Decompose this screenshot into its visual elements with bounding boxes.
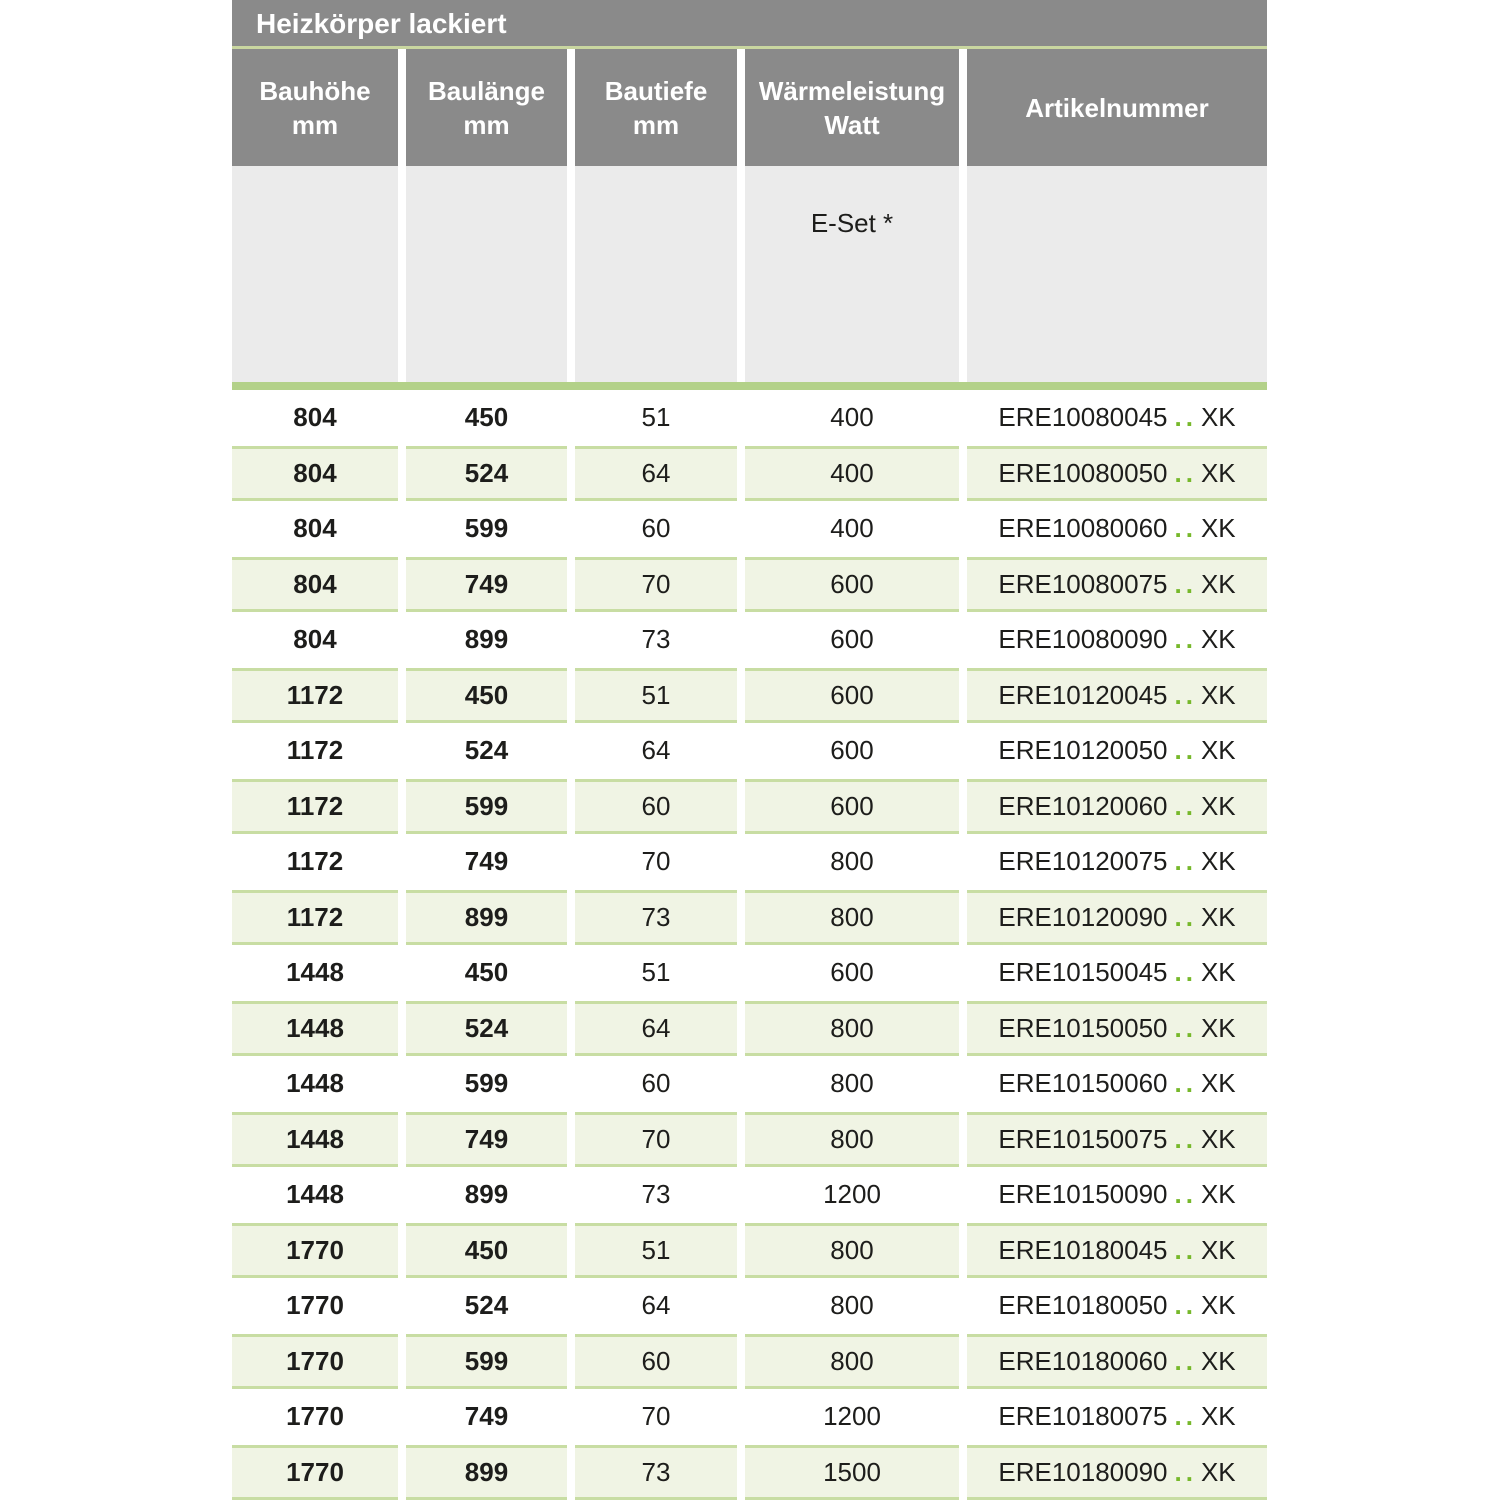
artikelnummer-value: ERE10120045 bbox=[998, 679, 1168, 710]
cell-bautiefe: 73 bbox=[575, 1167, 737, 1223]
artikelnummer-suffix: XK bbox=[1200, 1012, 1236, 1043]
table-row bbox=[232, 1056, 1267, 1112]
artikelnummer-suffix: XK bbox=[1200, 402, 1236, 433]
cell-waermeleistung: 800 bbox=[745, 1278, 959, 1334]
cell-waermeleistung: 1200 bbox=[745, 1389, 959, 1445]
cell-artikelnummer bbox=[967, 834, 1267, 890]
cell-waermeleistung: 600 bbox=[745, 557, 959, 613]
column-header-artikelnummer bbox=[967, 49, 1267, 166]
column-label: Bautiefe bbox=[604, 75, 708, 106]
cell-artikelnummer bbox=[967, 1223, 1267, 1279]
color-code-placeholder-dots: .. bbox=[1174, 1290, 1197, 1321]
table-body bbox=[232, 390, 1267, 1500]
cell-bautiefe: 70 bbox=[575, 834, 737, 890]
cell-artikelnummer bbox=[967, 1334, 1267, 1390]
cell-artikelnummer bbox=[967, 390, 1267, 446]
column-unit: mm bbox=[632, 109, 680, 140]
cell-waermeleistung: 400 bbox=[745, 390, 959, 446]
artikelnummer-suffix: XK bbox=[1200, 1068, 1236, 1099]
cell-bautiefe: 64 bbox=[575, 723, 737, 779]
artikelnummer-value: ERE10080045 bbox=[998, 402, 1168, 433]
cell-artikelnummer bbox=[967, 779, 1267, 835]
column-unit: mm bbox=[291, 109, 339, 140]
column-label: Baulänge bbox=[427, 75, 546, 106]
cell-artikelnummer bbox=[967, 890, 1267, 946]
table-row bbox=[232, 446, 1267, 502]
artikelnummer-suffix: XK bbox=[1200, 513, 1236, 544]
cell-baulaenge: 599 bbox=[406, 1056, 567, 1112]
cell-bautiefe: 73 bbox=[575, 1445, 737, 1500]
column-header-bauhoehe bbox=[232, 49, 398, 166]
artikelnummer-value: ERE10180050 bbox=[998, 1290, 1168, 1321]
artikelnummer-suffix: XK bbox=[1200, 624, 1236, 655]
artikelnummer-value: ERE10080075 bbox=[998, 568, 1168, 599]
cell-baulaenge: 899 bbox=[406, 1445, 567, 1500]
cell-bauhoehe: 1172 bbox=[232, 890, 398, 946]
table-row bbox=[232, 1278, 1267, 1334]
column-label: Bauhöhe bbox=[259, 75, 371, 106]
cell-artikelnummer bbox=[967, 501, 1267, 557]
table-row bbox=[232, 723, 1267, 779]
cell-artikelnummer bbox=[967, 1056, 1267, 1112]
cell-bautiefe: 51 bbox=[575, 945, 737, 1001]
color-code-placeholder-dots: .. bbox=[1174, 513, 1197, 544]
cell-bauhoehe: 1770 bbox=[232, 1278, 398, 1334]
color-code-placeholder-dots: .. bbox=[1174, 846, 1197, 877]
cell-waermeleistung: 800 bbox=[745, 1001, 959, 1057]
cell-waermeleistung: 600 bbox=[745, 612, 959, 668]
cell-bautiefe: 64 bbox=[575, 446, 737, 502]
cell-baulaenge: 749 bbox=[406, 834, 567, 890]
artikelnummer-value: ERE10120075 bbox=[998, 846, 1168, 877]
cell-baulaenge: 524 bbox=[406, 1278, 567, 1334]
artikelnummer-suffix: XK bbox=[1200, 1234, 1236, 1265]
cell-bauhoehe: 1770 bbox=[232, 1334, 398, 1390]
artikelnummer-value: ERE10120050 bbox=[998, 735, 1168, 766]
cell-baulaenge: 524 bbox=[406, 723, 567, 779]
cell-artikelnummer bbox=[967, 723, 1267, 779]
artikelnummer-value: ERE10120090 bbox=[998, 901, 1168, 932]
column-label: Artikelnummer bbox=[1025, 92, 1209, 123]
table-title: Heizkörper lackiert bbox=[256, 8, 507, 39]
cell-baulaenge: 599 bbox=[406, 779, 567, 835]
color-code-placeholder-dots: .. bbox=[1174, 624, 1197, 655]
artikelnummer-value: ERE10150075 bbox=[998, 1123, 1168, 1154]
cell-bautiefe: 51 bbox=[575, 668, 737, 724]
column-label: Wärmeleistung bbox=[758, 75, 946, 106]
cell-bauhoehe: 804 bbox=[232, 501, 398, 557]
cell-baulaenge: 450 bbox=[406, 945, 567, 1001]
cell-bautiefe: 60 bbox=[575, 501, 737, 557]
artikelnummer-suffix: XK bbox=[1200, 1123, 1236, 1154]
cell-waermeleistung: 1500 bbox=[745, 1445, 959, 1500]
cell-baulaenge: 450 bbox=[406, 668, 567, 724]
cell-waermeleistung: 600 bbox=[745, 668, 959, 724]
cell-bautiefe: 70 bbox=[575, 557, 737, 613]
section-divider-bar bbox=[232, 382, 1267, 390]
cell-bautiefe: 73 bbox=[575, 612, 737, 668]
subheader-cell-bautiefe bbox=[575, 166, 737, 382]
cell-bautiefe: 64 bbox=[575, 1278, 737, 1334]
artikelnummer-value: ERE10150050 bbox=[998, 1012, 1168, 1043]
artikelnummer-suffix: XK bbox=[1200, 457, 1236, 488]
color-code-placeholder-dots: .. bbox=[1174, 1234, 1197, 1265]
artikelnummer-value: ERE10180045 bbox=[998, 1234, 1168, 1265]
artikelnummer-value: ERE10180060 bbox=[998, 1345, 1168, 1376]
cell-bauhoehe: 1448 bbox=[232, 1056, 398, 1112]
cell-bauhoehe: 1448 bbox=[232, 1112, 398, 1168]
artikelnummer-value: ERE10150060 bbox=[998, 1068, 1168, 1099]
color-code-placeholder-dots: .. bbox=[1174, 901, 1197, 932]
cell-waermeleistung: 1200 bbox=[745, 1167, 959, 1223]
cell-bauhoehe: 1448 bbox=[232, 1167, 398, 1223]
artikelnummer-suffix: XK bbox=[1200, 1179, 1236, 1210]
cell-waermeleistung: 400 bbox=[745, 501, 959, 557]
cell-bauhoehe: 804 bbox=[232, 612, 398, 668]
color-code-placeholder-dots: .. bbox=[1174, 1401, 1197, 1432]
cell-artikelnummer bbox=[967, 1278, 1267, 1334]
cell-waermeleistung: 400 bbox=[745, 446, 959, 502]
cell-bautiefe: 60 bbox=[575, 1056, 737, 1112]
table-title-bar bbox=[232, 0, 1267, 46]
table-row bbox=[232, 779, 1267, 835]
cell-baulaenge: 450 bbox=[406, 390, 567, 446]
color-code-placeholder-dots: .. bbox=[1174, 1456, 1197, 1487]
subheader-cell-bauhoehe bbox=[232, 166, 398, 382]
cell-baulaenge: 749 bbox=[406, 1389, 567, 1445]
table-row bbox=[232, 1334, 1267, 1390]
cell-bautiefe: 51 bbox=[575, 1223, 737, 1279]
cell-bauhoehe: 1172 bbox=[232, 668, 398, 724]
column-header-bautiefe bbox=[575, 49, 737, 166]
artikelnummer-value: ERE10180075 bbox=[998, 1401, 1168, 1432]
artikelnummer-suffix: XK bbox=[1200, 679, 1236, 710]
artikelnummer-suffix: XK bbox=[1200, 846, 1236, 877]
color-code-placeholder-dots: .. bbox=[1174, 568, 1197, 599]
cell-waermeleistung: 800 bbox=[745, 1056, 959, 1112]
artikelnummer-suffix: XK bbox=[1200, 1456, 1236, 1487]
column-unit: Watt bbox=[824, 109, 880, 140]
table-row bbox=[232, 612, 1267, 668]
cell-baulaenge: 749 bbox=[406, 557, 567, 613]
artikelnummer-suffix: XK bbox=[1200, 901, 1236, 932]
cell-artikelnummer bbox=[967, 446, 1267, 502]
cell-bautiefe: 60 bbox=[575, 1334, 737, 1390]
cell-bautiefe: 64 bbox=[575, 1001, 737, 1057]
subheader-cell-artikelnummer bbox=[967, 166, 1267, 382]
color-code-placeholder-dots: .. bbox=[1174, 790, 1197, 821]
cell-artikelnummer bbox=[967, 668, 1267, 724]
color-code-placeholder-dots: .. bbox=[1174, 402, 1197, 433]
eset-label: E-Set * bbox=[810, 208, 894, 238]
color-code-placeholder-dots: .. bbox=[1174, 1345, 1197, 1376]
artikelnummer-value: ERE10180090 bbox=[998, 1456, 1168, 1487]
cell-bauhoehe: 1448 bbox=[232, 945, 398, 1001]
artikelnummer-value: ERE10080090 bbox=[998, 624, 1168, 655]
subheader-cell-baulaenge bbox=[406, 166, 567, 382]
column-unit: mm bbox=[463, 109, 510, 140]
table-row bbox=[232, 834, 1267, 890]
color-code-placeholder-dots: .. bbox=[1174, 457, 1197, 488]
table-row bbox=[232, 1223, 1267, 1279]
cell-baulaenge: 524 bbox=[406, 1001, 567, 1057]
subheader-cell-eset bbox=[745, 166, 959, 382]
cell-bauhoehe: 1172 bbox=[232, 834, 398, 890]
cell-artikelnummer bbox=[967, 557, 1267, 613]
cell-baulaenge: 899 bbox=[406, 890, 567, 946]
table-row bbox=[232, 390, 1267, 446]
table-row bbox=[232, 668, 1267, 724]
cell-bauhoehe: 1172 bbox=[232, 779, 398, 835]
color-code-placeholder-dots: .. bbox=[1174, 735, 1197, 766]
table-row bbox=[232, 945, 1267, 1001]
artikelnummer-suffix: XK bbox=[1200, 735, 1236, 766]
cell-artikelnummer bbox=[967, 1001, 1267, 1057]
cell-bauhoehe: 804 bbox=[232, 446, 398, 502]
table-row bbox=[232, 1445, 1267, 1500]
artikelnummer-suffix: XK bbox=[1200, 1290, 1236, 1321]
cell-waermeleistung: 600 bbox=[745, 723, 959, 779]
cell-waermeleistung: 600 bbox=[745, 945, 959, 1001]
cell-bautiefe: 73 bbox=[575, 890, 737, 946]
artikelnummer-suffix: XK bbox=[1200, 1345, 1236, 1376]
column-header-baulaenge bbox=[406, 49, 567, 166]
table-row bbox=[232, 1389, 1267, 1445]
cell-baulaenge: 899 bbox=[406, 1167, 567, 1223]
cell-artikelnummer bbox=[967, 1112, 1267, 1168]
color-code-placeholder-dots: .. bbox=[1174, 679, 1197, 710]
cell-artikelnummer bbox=[967, 612, 1267, 668]
cell-bauhoehe: 1770 bbox=[232, 1223, 398, 1279]
cell-bauhoehe: 804 bbox=[232, 557, 398, 613]
cell-artikelnummer bbox=[967, 945, 1267, 1001]
subheader-row bbox=[232, 166, 1267, 382]
cell-bautiefe: 70 bbox=[575, 1112, 737, 1168]
artikelnummer-suffix: XK bbox=[1200, 1401, 1236, 1432]
artikelnummer-value: ERE10120060 bbox=[998, 790, 1168, 821]
cell-waermeleistung: 800 bbox=[745, 834, 959, 890]
cell-waermeleistung: 600 bbox=[745, 779, 959, 835]
cell-baulaenge: 599 bbox=[406, 501, 567, 557]
cell-bauhoehe: 804 bbox=[232, 390, 398, 446]
color-code-placeholder-dots: .. bbox=[1174, 957, 1197, 988]
color-code-placeholder-dots: .. bbox=[1174, 1123, 1197, 1154]
cell-bauhoehe: 1770 bbox=[232, 1445, 398, 1500]
cell-baulaenge: 749 bbox=[406, 1112, 567, 1168]
table-row bbox=[232, 557, 1267, 613]
cell-bautiefe: 70 bbox=[575, 1389, 737, 1445]
cell-bauhoehe: 1448 bbox=[232, 1001, 398, 1057]
cell-bauhoehe: 1172 bbox=[232, 723, 398, 779]
table-row bbox=[232, 1112, 1267, 1168]
cell-waermeleistung: 800 bbox=[745, 1334, 959, 1390]
artikelnummer-suffix: XK bbox=[1200, 568, 1236, 599]
table-row bbox=[232, 890, 1267, 946]
cell-baulaenge: 450 bbox=[406, 1223, 567, 1279]
column-header-waermeleistung bbox=[745, 49, 959, 166]
color-code-placeholder-dots: .. bbox=[1174, 1068, 1197, 1099]
cell-baulaenge: 524 bbox=[406, 446, 567, 502]
color-code-placeholder-dots: .. bbox=[1174, 1179, 1197, 1210]
cell-baulaenge: 599 bbox=[406, 1334, 567, 1390]
table-row bbox=[232, 1167, 1267, 1223]
spec-table bbox=[232, 0, 1267, 1500]
cell-bauhoehe: 1770 bbox=[232, 1389, 398, 1445]
artikelnummer-suffix: XK bbox=[1200, 957, 1236, 988]
column-header-row bbox=[232, 49, 1267, 166]
artikelnummer-suffix: XK bbox=[1200, 790, 1236, 821]
cell-bautiefe: 60 bbox=[575, 779, 737, 835]
cell-waermeleistung: 800 bbox=[745, 890, 959, 946]
artikelnummer-value: ERE10080060 bbox=[998, 513, 1168, 544]
cell-bautiefe: 51 bbox=[575, 390, 737, 446]
table-row bbox=[232, 501, 1267, 557]
artikelnummer-value: ERE10150090 bbox=[998, 1179, 1168, 1210]
artikelnummer-value: ERE10080050 bbox=[998, 457, 1168, 488]
table-row bbox=[232, 1001, 1267, 1057]
color-code-placeholder-dots: .. bbox=[1174, 1012, 1197, 1043]
cell-artikelnummer bbox=[967, 1445, 1267, 1500]
cell-artikelnummer bbox=[967, 1167, 1267, 1223]
cell-artikelnummer bbox=[967, 1389, 1267, 1445]
cell-baulaenge: 899 bbox=[406, 612, 567, 668]
artikelnummer-value: ERE10150045 bbox=[998, 957, 1168, 988]
cell-waermeleistung: 800 bbox=[745, 1112, 959, 1168]
cell-waermeleistung: 800 bbox=[745, 1223, 959, 1279]
